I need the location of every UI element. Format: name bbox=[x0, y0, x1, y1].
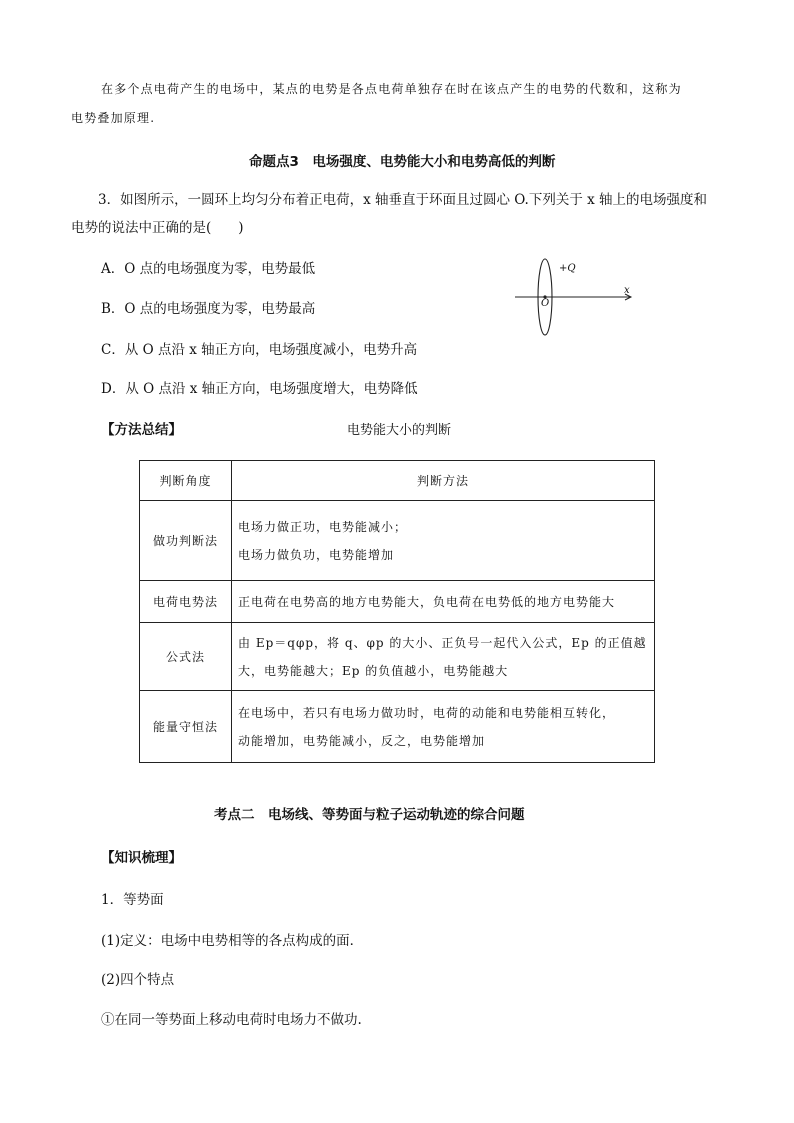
method-summary-label: 【方法总结】 bbox=[101, 422, 182, 438]
method-line: 由 Ep＝qφp，将 q、φp 的大小、正负号一起代入公式，Ep 的正值越 bbox=[238, 635, 647, 650]
row-method bbox=[232, 623, 655, 691]
potential-energy-table bbox=[139, 460, 655, 763]
table-header-row bbox=[140, 461, 655, 501]
method-line: 动能增加，电势能减小，反之，电势能增加 bbox=[238, 733, 486, 748]
question-3-stem-line-1: 3．如图所示，一圆环上均匀分布着正电荷，x 轴垂直于环面且过圆心 O.下列关于 x 轴上的电场强度和 bbox=[98, 192, 708, 208]
knowledge-item: 1．等势面 bbox=[101, 892, 164, 908]
method-line: 电场力做负功，电势能增加 bbox=[238, 547, 395, 562]
knowledge-item: ①在同一等势面上移动电荷时电场力不做功. bbox=[101, 1012, 362, 1028]
option-c: C．从 O 点沿 x 轴正方向，电场强度减小，电势升高 bbox=[101, 342, 418, 358]
option-a: A．O 点的电场强度为零，电势最低 bbox=[101, 261, 316, 277]
method-line: 电场力做正功，电势能减小； bbox=[238, 519, 408, 534]
row-angle: 做功判断法 bbox=[140, 501, 232, 581]
knowledge-item: (1)定义：电场中电势相等的各点构成的面． bbox=[101, 933, 364, 949]
x-axis-label: x bbox=[624, 285, 630, 296]
table-row bbox=[140, 501, 655, 581]
header-method: 判断方法 bbox=[232, 461, 655, 501]
method-line: 正电荷在电势高的地方电势能大，负电荷在电势低的地方电势能大 bbox=[238, 594, 616, 609]
table-row bbox=[140, 623, 655, 691]
row-angle: 能量守恒法 bbox=[140, 691, 232, 763]
knowledge-label: 【知识梳理】 bbox=[101, 850, 182, 866]
section-2-title: 考点二 电场线、等势面与粒子运动轨迹的综合问题 bbox=[214, 807, 525, 823]
option-d: D．从 O 点沿 x 轴正方向，电场强度增大，电势降低 bbox=[101, 381, 418, 397]
origin-label: O bbox=[541, 298, 550, 309]
row-angle: 电荷电势法 bbox=[140, 581, 232, 623]
intro-line-2: 电势叠加原理. bbox=[71, 111, 156, 125]
option-b: B．O 点的电场强度为零，电势最高 bbox=[101, 301, 316, 317]
method-line: 大，电势能越大；Ep 的负值越小，电势能越大 bbox=[238, 663, 509, 678]
row-method bbox=[232, 691, 655, 763]
question-3-stem-line-2: 电势的说法中正确的是( ) bbox=[71, 220, 244, 236]
row-angle: 公式法 bbox=[140, 623, 232, 691]
table-row bbox=[140, 581, 655, 623]
charge-label: +Q bbox=[559, 263, 576, 274]
row-method bbox=[232, 501, 655, 581]
table-row bbox=[140, 691, 655, 763]
row-method bbox=[232, 581, 655, 623]
method-line: 在电场中，若只有电场力做功时，电荷的动能和电势能相互转化， bbox=[238, 705, 616, 720]
intro-line-1: 在多个点电荷产生的电场中，某点的电势是各点电荷单独存在时在该点产生的电势的代数和，这称为 bbox=[101, 82, 682, 96]
proposition-3-title: 命题点3 电场强度、电势能大小和电势高低的判断 bbox=[249, 154, 556, 170]
header-angle: 判断角度 bbox=[140, 461, 232, 501]
table-title: 电势能大小的判断 bbox=[347, 423, 452, 438]
knowledge-item: (2)四个特点 bbox=[101, 972, 175, 988]
